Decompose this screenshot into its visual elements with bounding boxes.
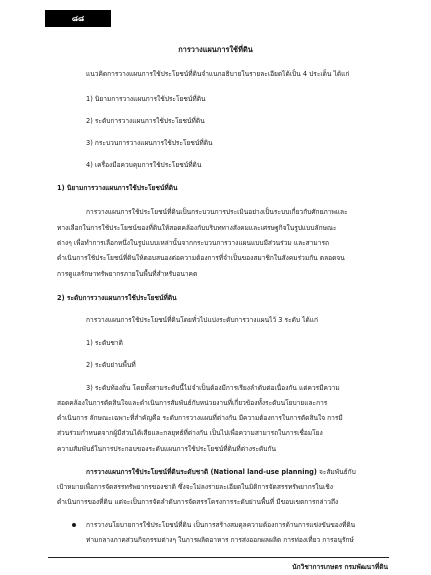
section-1-line: ดำเนินการใช้ประโยชน์ที่ดินให้ตอบสนองต่อความต้องการที่จำเป็นของสมาชิกในสังคมร่วมกัน ตลอดจน xyxy=(57,254,345,262)
bullet-point-icon xyxy=(72,523,76,527)
level-3-line: ดำเนินการ ลักษณะเฉพาะที่สำคัญคือ ระดับการวางแผนที่ต่างกัน มีความต้องการในการตัดสินใจ การมี xyxy=(57,414,343,422)
page-number-tab: ๘๘ xyxy=(45,10,111,27)
level-3-line: 3) ระดับท้องถิ่น โดยทั้งสามระดับนี้ไม่จำเป็นต้องมีการเรียงลำดับต่อเนื่องกัน แต่ควรมีความ xyxy=(86,384,340,392)
section-1-line: ต่างๆ เพื่อทำการเลือกหนึ่งในรูปแบบเหล่านั้นจากกระบวนการวางแผนแบบมีส่วนร่วม และสามารถ xyxy=(57,239,329,247)
footer-credit: นักวิชาการเกษตร กรมพัฒนาที่ดิน xyxy=(292,563,388,571)
section-1-line: ทางเลือกในการใช้ประโยชน์ของที่ดินให้สอดคล้องกับบริบททางสังคมและเศรษฐกิจในรูปแบบลักษณะ xyxy=(57,224,337,232)
national-heading-continuation: จะสัมพันธ์กับ xyxy=(316,468,356,476)
outline-item-4: 4) เครื่องมือควบคุมการใช้ประโยชน์ที่ดิน xyxy=(86,161,202,169)
section-1-line: การวางแผนการใช้ประโยชน์ที่ดินเป็นกระบวนการประเมินอย่างเป็นระบบเกี่ยวกับศักยภาพและ xyxy=(86,208,348,216)
section-1-line: การดูแลรักษาทรัพยากรภายในพื้นที่สำหรับอนาคต xyxy=(57,270,198,278)
section-1-heading: 1) นิยามการวางแผนการใช้ประโยชน์ที่ดิน xyxy=(57,184,178,192)
national-line: ดำเนินการของที่ดิน แต่จะเป็นการจัดลำดับการจัดสรรโครงการระดับย่านพื้นที่ มีขอบเขตการกล่าวถึง xyxy=(57,498,339,506)
level-3-line: สอดคล้องในการตัดสินใจและดำเนินการสัมพันธ์กับหน่วยงานที่เกี่ยวข้องทั้งระดับนโยบายและการ xyxy=(57,399,328,407)
outline-item-3: 3) กระบวนการวางแผนการใช้ประโยชน์ที่ดิน xyxy=(86,139,213,147)
level-item-1: 1) ระดับชาติ xyxy=(86,339,123,347)
bullet-line: การวางนโยบายการใช้ประโยชน์ที่ดิน เป็นการสร้างสมดุลความต้องการด้านการแข่งขันของที่ดิน xyxy=(86,521,356,529)
level-item-2: 2) ระดับย่านพื้นที่ xyxy=(86,361,136,369)
outline-item-1: 1) นิยามการวางแผนการใช้ประโยชน์ที่ดิน xyxy=(86,95,206,103)
intro-paragraph: แนวคิดการวางแผนการใช้ประโยชน์ที่ดินจำแนกอธิบายในรายละเอียดได้เป็น 4 ประเด็น ได้แก่ xyxy=(86,70,350,78)
bullet-line: ท่ามกลางภาคส่วนกิจกรรมต่างๆ ในการผลิตอาหาร การส่งออกผลผลิต การท่องเที่ยว การอนุรักษ์ xyxy=(86,536,354,544)
national-line: เป้าหมายเพื่อการจัดสรรทรัพยากรของชาติ ซึ่งจะไม่ลงรายละเอียดในมิติการจัดสรรทรัพยากรในเชิง xyxy=(57,483,333,491)
outline-item-2: 2) ระดับการวางแผนการใช้ประโยชน์ที่ดิน xyxy=(86,117,205,125)
section-2-heading: 2) ระดับการวางแผนการใช้ประโยชน์ที่ดิน xyxy=(57,294,177,302)
national-paragraph-first-line xyxy=(86,468,356,476)
national-heading: การวางแผนการใช้ประโยชน์ที่ดินระดับชาติ (National land-use planning) xyxy=(86,468,317,476)
section-2-intro: การวางแผนการใช้ประโยชน์ที่ดินโดยทั่วไปแบ่งระดับการวางแผนไว้ 3 ระดับ ได้แก่ xyxy=(86,316,319,324)
level-3-line: ความสัมพันธ์ในการประกอบของระดับแผนการใช้ประโยชน์ที่ดินที่ต่างระดับกัน xyxy=(57,445,276,453)
page-title: การวางแผนการใช้ที่ดิน xyxy=(178,45,253,54)
footer-rule xyxy=(48,557,389,558)
level-3-line: ส่วนร่วมกำหนดจากผู้มีส่วนได้เสียและกลยุทธ์ที่ต่างกัน เป็นไปเพื่อความสามารถในการเชื่อมโยง xyxy=(57,429,323,437)
